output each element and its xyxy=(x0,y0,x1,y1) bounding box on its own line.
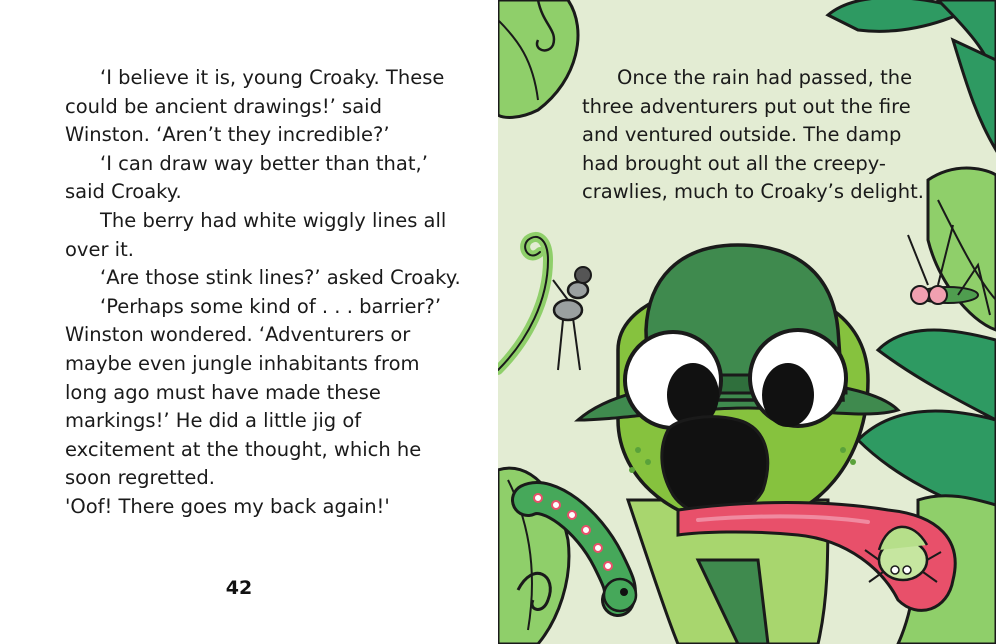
paragraph: Once the rain had passed, the three adventurers put out the fire and ventured outside. The damp had brought out all the creepy-crawlies, much to Croaky’s delight. xyxy=(582,66,925,204)
paragraph: The berry had white wiggly lines all over it. xyxy=(65,208,447,261)
paragraph: ‘I can draw way better than that,’ said Croaky. xyxy=(65,151,428,204)
paragraph: ‘I believe it is, young Croaky. These could be ancient drawings!’ said Winston. ‘Aren’t they incredible?’ xyxy=(65,66,445,147)
left-page-text xyxy=(65,64,465,522)
ant-icon xyxy=(553,267,591,370)
page-number: 42 xyxy=(225,577,253,599)
leaf-top-left xyxy=(498,0,578,117)
frog-eye-left xyxy=(625,332,721,428)
frog-mouth xyxy=(662,417,768,515)
paragraph: ‘Are those stink lines?’ asked Croaky. xyxy=(100,266,461,290)
right-page xyxy=(498,0,996,644)
paragraph: ‘Perhaps some kind of . . . barrier?’ Winston wondered. ‘Adventurers or maybe even jungle inhabitants from long ago must have made these markings!’ He did a little jig of excitement at the thought, which he soon regretted. xyxy=(65,294,442,490)
paragraph-last-line: 'Oof! There goes my back again!' xyxy=(65,494,390,518)
right-page-text xyxy=(582,64,942,207)
frog-eye-right xyxy=(750,330,846,427)
